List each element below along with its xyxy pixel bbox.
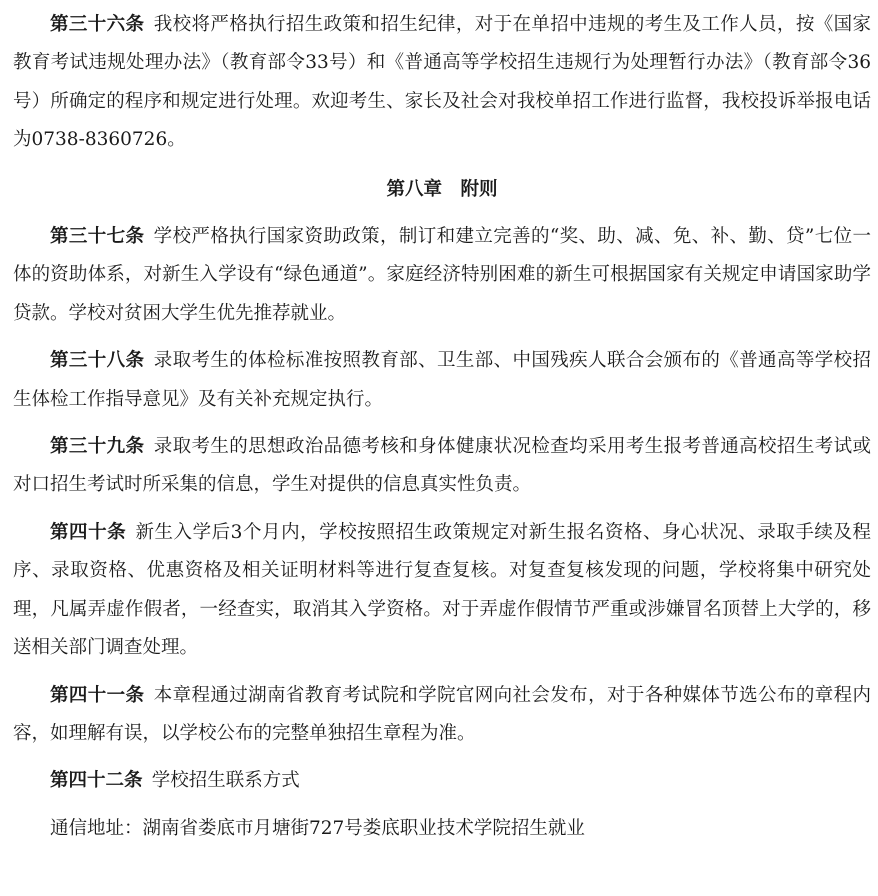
- article-36: [13, 6, 871, 160]
- article-39-text: 录取考生的思想政治品德考核和身体健康状况检查均采用考生报考普通高校招生考试或对口招生考试时所采集的信息，学生对提供的信息真实性负责。: [13, 436, 871, 496]
- article-39: [13, 428, 871, 505]
- article-41-label: 第四十一条: [50, 684, 145, 706]
- document-page: [13, 0, 871, 848]
- article-36-label: 第三十六条: [50, 14, 145, 35]
- article-37-label: 第三十七条: [50, 226, 145, 248]
- article-36-text: 我校将严格执行招生政策和招生纪律，对于在单招中违规的考生及工作人员，按《国家教育考试违规处理办法》（教育部令33号）和《普通高等学校招生违规行为处理暂行办法》（教育部令36号）所确定的程序和规定进行处理。欢迎考生、家长及社会对我校单招工作进行监督，我校投诉举报电话为0738-8360726。: [13, 14, 871, 151]
- contact-address: 通信地址：湖南省娄底市月塘街727号娄底职业技术学院招生就业: [50, 817, 585, 839]
- article-40-text: 新生入学后3个月内，学校按照招生政策规定对新生报名资格、身心状况、录取手续及程序、录取资格、优惠资格及相关证明材料等进行复查复核。对复查复核发现的问题，学校将集中研究处理，凡属弄虚作假者，一经查实，取消其入学资格。对于弄虚作假情节严重或涉嫌冒名顶替上大学的，移送相关部门调查处理。: [13, 521, 871, 659]
- article-41: [13, 677, 871, 754]
- article-41-text: 本章程通过湖南省教育考试院和学院官网向社会发布，对于各种媒体节选公布的章程内容，如理解有误，以学校公布的完整单独招生章程为准。: [13, 684, 871, 744]
- article-38: [13, 342, 871, 419]
- article-42: [13, 762, 871, 800]
- article-42-text: 学校招生联系方式: [151, 770, 300, 792]
- article-40-label: 第四十条: [50, 521, 127, 543]
- article-37: [13, 218, 871, 333]
- article-42-label: 第四十二条: [50, 770, 143, 792]
- article-39-label: 第三十九条: [50, 436, 145, 458]
- chapter-8-heading: 第八章 附则: [386, 178, 498, 200]
- article-37-text: 学校严格执行国家资助政策，制订和建立完善的“奖、助、减、免、补、勤、贷”七位一体的资助体系，对新生入学设有“绿色通道”。家庭经济特别困难的新生可根据国家有关规定申请国家助学贷款。学校对贫困大学生优先推荐就业。: [13, 226, 871, 324]
- article-40: [13, 514, 871, 668]
- article-38-text: 录取考生的体检标准按照教育部、卫生部、中国残疾人联合会颁布的《普通高等学校招生体检工作指导意见》及有关补充规定执行。: [13, 350, 871, 410]
- article-38-label: 第三十八条: [50, 350, 145, 372]
